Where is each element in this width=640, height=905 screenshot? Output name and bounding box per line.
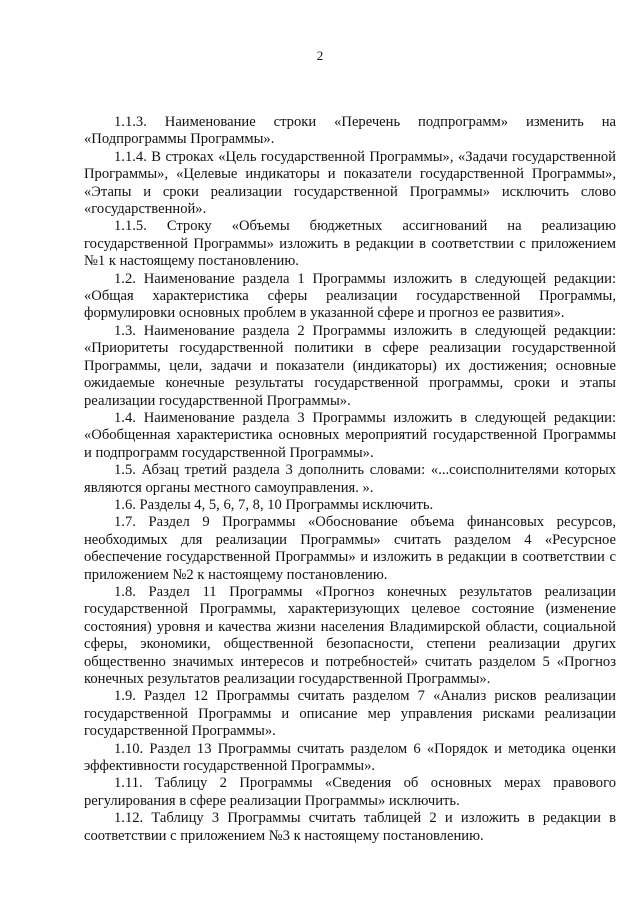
- paragraph-1-9: 1.9. Раздел 12 Программы считать разделом 7 «Анализ рисков реализации государственной Программы и описание мер управления рисками реализации государственной Программы».: [84, 688, 616, 740]
- paragraph-1-11: 1.11. Таблицу 2 Программы «Сведения об основных мерах правового регулирования в сфере реализации Программы» исключить.: [84, 775, 616, 809]
- paragraph-1-2: 1.2. Наименование раздела 1 Программы изложить в следующей редакции: «Общая характеристика сферы реализации государственной Программы, формулировки основных проблем в указанной сфере и прогноз ее развития».: [84, 270, 616, 322]
- paragraph-1-3: 1.3. Наименование раздела 2 Программы изложить в следующей редакции: «Приоритеты государственной политики в сфере реализации государственной Программы, цели, задачи и показатели (индикаторы) их достижения; основные ожидаемые конечные результаты государственной программы, сроки и этапы реализации государственной Программы».: [84, 322, 616, 409]
- paragraph-1-5: 1.5. Абзац третий раздела 3 дополнить словами: «...соисполнителями которых являются органы местного самоуправления. ».: [84, 462, 616, 496]
- page-number: 2: [316, 48, 324, 63]
- paragraph-1-1-5: 1.1.5. Строку «Объемы бюджетных ассигнований на реализацию государственной Программы» изложить в редакции в соответствии с приложением №1 к настоящему постановлению.: [84, 218, 616, 270]
- document-body: [84, 114, 616, 845]
- paragraph-1-8: 1.8. Раздел 11 Программы «Прогноз конечных результатов реализации государственной Программы, характеризующих целевое состояние (изменение состояния) уровня и качества жизни населения Владимирской области, социальной сферы, экономики, общественной безопасности, степени реализации других общественно значимых интересов и потребностей» считать разделом 5 «Прогноз конечных результатов реализации государственной Программы».: [84, 583, 616, 687]
- paragraph-1-6: 1.6. Разделы 4, 5, 6, 7, 8, 10 Программы исключить.: [114, 496, 434, 513]
- paragraph-1-4: 1.4. Наименование раздела 3 Программы изложить в следующей редакции: «Обобщенная характеристика основных мероприятий государственной Программы и подпрограмм государственной Программы».: [84, 409, 616, 461]
- paragraph-1-12: 1.12. Таблицу 3 Программы считать таблицей 2 и изложить в редакции в соответствии с приложением №3 к настоящему постановлению.: [84, 810, 616, 844]
- paragraph-1-1-4: 1.1.4. В строках «Цель государственной Программы», «Задачи государственной Программы», «Целевые индикаторы и показатели государственной Программы», «Этапы и сроки реализации государственной Программы» исключить слово «государственной».: [84, 148, 616, 218]
- paragraph-1-10: 1.10. Раздел 13 Программы считать разделом 6 «Порядок и методика оценки эффективности государственной Программы».: [84, 740, 616, 775]
- paragraph-1-7: 1.7. Раздел 9 Программы «Обоснование объема финансовых ресурсов, необходимых для реализации Программы» считать разделом 4 «Ресурсное обеспечение государственной Программы» и изложить в редакции в соответствии с приложением №2 к настоящему постановлению.: [84, 514, 616, 583]
- paragraph-1-1-3: 1.1.3. Наименование строки «Перечень подпрограмм» изменить на «Подпрограммы Программы».: [84, 114, 616, 148]
